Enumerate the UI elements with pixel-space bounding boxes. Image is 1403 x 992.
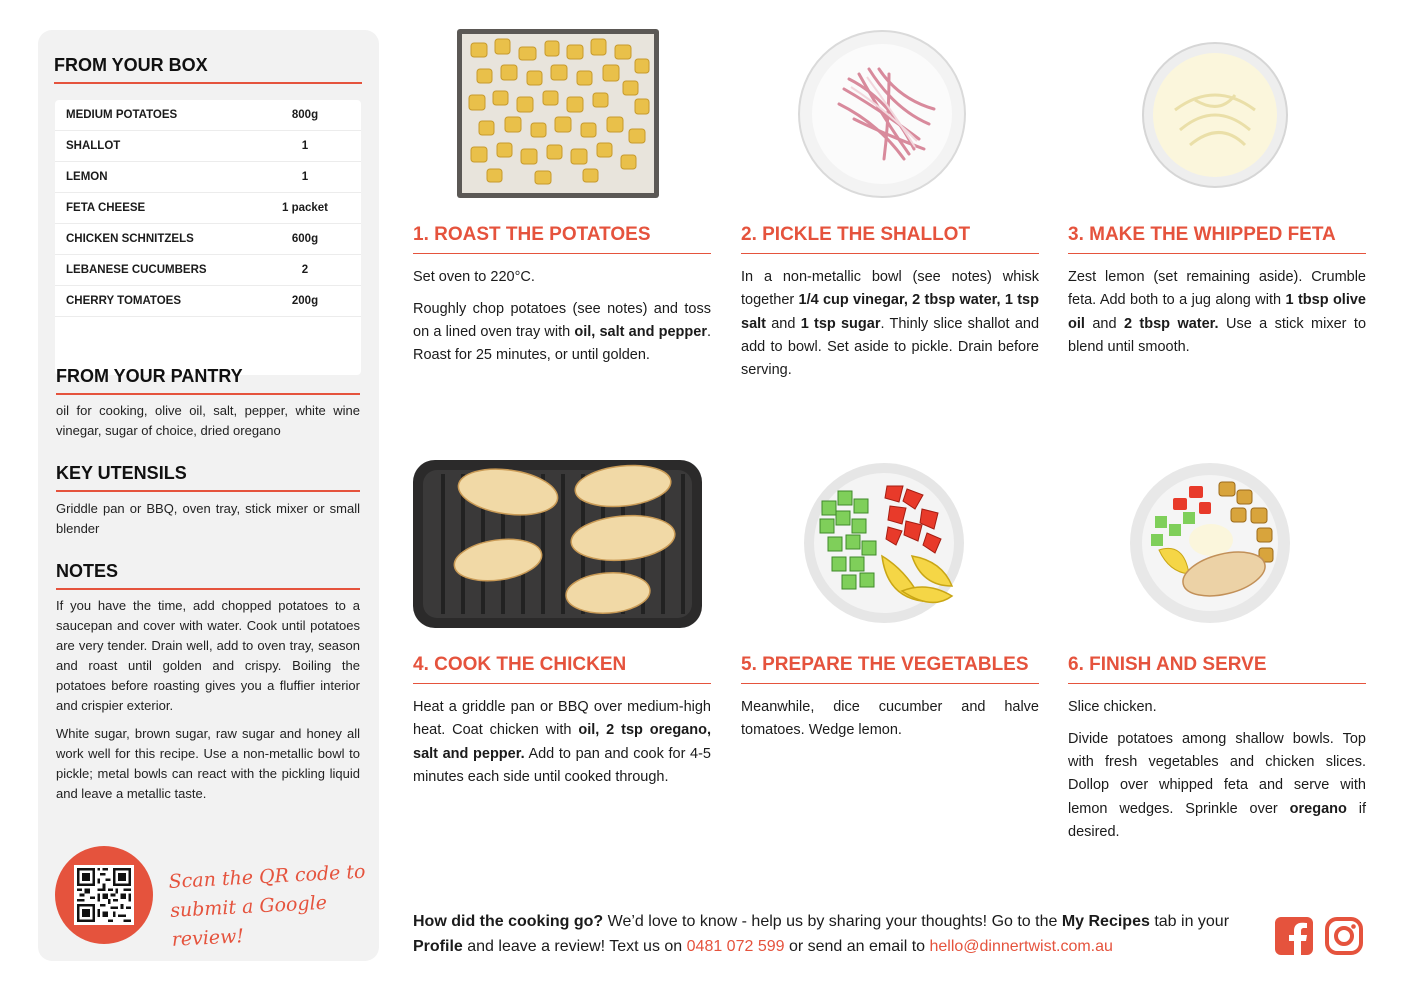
step-text: Set oven to 220°C. — [413, 269, 535, 285]
footer-text-3: and leave a review! Text us on — [462, 938, 687, 955]
ingredient-quantity: 1 — [301, 140, 309, 152]
facebook-icon[interactable] — [1275, 917, 1313, 955]
ingredient-quantity: 1 packet — [281, 202, 329, 214]
step-paragraph — [741, 696, 1039, 743]
qr-code-icon — [74, 865, 134, 925]
footer-text-1: We’d love to know - help us by sharing your thoughts! Go to the — [603, 913, 1062, 930]
ingredient-name: LEBANESE CUCUMBERS — [66, 264, 207, 276]
step-1-title: 1. ROAST THE POTATOES — [413, 224, 711, 254]
step-text: Meanwhile, dice cucumber and halve tomatoes. Wedge lemon. — [741, 699, 1039, 739]
finished-dish-photo — [1129, 462, 1292, 625]
utensils-text: Griddle pan or BBQ, oven tray, stick mixer or small blender — [56, 501, 360, 536]
ingredients-sidebar — [38, 30, 379, 961]
box-heading: FROM YOUR BOX — [54, 55, 362, 84]
step-4-title: 4. COOK THE CHICKEN — [413, 654, 711, 684]
step-text: Heat a griddle pan or BBQ over medium-high heat. Coat chicken with — [413, 699, 711, 739]
ingredient-row — [55, 100, 361, 131]
ingredient-name: CHICKEN SCHNITZELS — [66, 233, 194, 245]
step-bold-text: oil, salt and pepper — [574, 324, 707, 341]
step-1-body — [413, 266, 711, 376]
step-6-title: 6. FINISH AND SERVE — [1068, 654, 1366, 684]
step-5-body — [741, 696, 1039, 751]
vegetables-photo — [802, 461, 967, 626]
roast-potatoes-photo — [457, 29, 659, 198]
step-text: Add to pan and cook for 4-5 minutes each side until cooked through. — [413, 745, 711, 785]
ingredient-row — [55, 224, 361, 255]
ingredient-name: MEDIUM POTATOES — [66, 109, 178, 121]
profile-link[interactable]: Profile — [413, 938, 463, 955]
step-text: In a non-metallic bowl (see notes) whisk together — [741, 269, 1039, 309]
step-paragraph — [741, 266, 1039, 382]
review-footer — [413, 909, 1258, 959]
step-3-body — [1068, 266, 1366, 368]
ingredient-row — [55, 131, 361, 162]
step-paragraph — [1068, 266, 1366, 359]
step-2-body — [741, 266, 1039, 391]
ingredient-quantity: 800g — [291, 109, 319, 121]
ingredient-name: FETA CHEESE — [66, 202, 146, 214]
ingredient-name: LEMON — [66, 171, 108, 183]
ingredient-row — [55, 255, 361, 286]
pantry-heading: FROM YOUR PANTRY — [56, 366, 360, 395]
step-text: Divide potatoes among shallow bowls. Top with fresh vegetables and chicken slices. Dollop over whipped feta and serve with lemon wedges. Sprinkle over — [1068, 730, 1366, 817]
ingredient-row — [55, 193, 361, 224]
step-paragraph — [1068, 728, 1366, 844]
ingredient-row — [55, 162, 361, 193]
phone-number-link[interactable]: 0481 072 599 — [686, 938, 785, 955]
step-bold-text: 2 tbsp water. — [1123, 315, 1219, 332]
email-link[interactable]: hello@dinnertwist.com.au — [929, 938, 1113, 955]
step-paragraph — [1068, 696, 1366, 719]
step-text: and — [1084, 315, 1124, 332]
pantry-text: oil for cooking, olive oil, salt, pepper, white wine vinegar, sugar of choice, dried oregano — [56, 403, 360, 438]
step-text: . Roast for 25 minutes, or until golden. — [413, 324, 712, 364]
my-recipes-link[interactable]: My Recipes — [1061, 913, 1150, 930]
qr-caption — [168, 857, 383, 955]
ingredient-name: CHERRY TOMATOES — [66, 295, 182, 307]
step-3-title: 3. MAKE THE WHIPPED FETA — [1068, 224, 1366, 254]
box-ingredients-table — [55, 100, 361, 375]
step-bold-text: 1 tsp sugar — [800, 315, 881, 332]
step-bold-text: oil, 2 tsp oregano, salt and pepper. — [413, 722, 711, 762]
ingredient-quantity: 1 — [301, 171, 309, 183]
utensils-heading: KEY UTENSILS — [56, 463, 360, 492]
step-bold-text: 1 tbsp olive oil — [1068, 292, 1366, 332]
step-text: Use a stick mixer to blend until smooth. — [1068, 315, 1367, 355]
step-text: Zest lemon (set remaining aside). Crumble feta. Add both to a jug along with — [1068, 269, 1366, 309]
step-6-body — [1068, 696, 1366, 853]
footer-question: How did the cooking go? — [413, 913, 604, 930]
footer-text-2: tab in your — [1149, 913, 1230, 930]
step-4-body — [413, 696, 711, 798]
step-paragraph — [413, 298, 711, 368]
step-text: and — [766, 315, 801, 332]
whipped-feta-photo — [1140, 40, 1290, 190]
step-5-title: 5. PREPARE THE VEGETABLES — [741, 654, 1039, 684]
step-2-title: 2. PICKLE THE SHALLOT — [741, 224, 1039, 254]
ingredient-quantity: 600g — [291, 233, 319, 245]
ingredient-row — [55, 286, 361, 317]
ingredient-name: SHALLOT — [66, 140, 121, 152]
step-text: Roughly chop potatoes (see notes) and toss on a lined oven tray with — [413, 300, 711, 341]
step-text: if desired. — [1068, 800, 1366, 840]
qr-caption-line-1: Scan the QR code to — [168, 860, 366, 893]
notes-heading: NOTES — [56, 561, 360, 590]
qr-caption-line-2: submit a Google review! — [169, 891, 328, 951]
instagram-icon[interactable] — [1325, 917, 1363, 955]
notes-text-1: If you have the time, add chopped potatoes to a saucepan and cover with water. Cook until potatoes are very tender. Drain well, add to oven tray, season and roast until golden and crispy. Boiling the potatoes before roasting gives you a fluffier interior and crispier exterior. — [56, 598, 360, 713]
griddle-chicken-photo — [413, 460, 702, 628]
ingredient-quantity: 200g — [291, 295, 319, 307]
footer-text-4: or send an email to — [784, 938, 930, 955]
pickled-shallot-photo — [789, 29, 975, 199]
step-text: . Thinly slice shallot and add to bowl. Set aside to pickle. Drain before serving. — [741, 315, 1040, 379]
step-bold-text: 1/4 cup vinegar, 2 tbsp water, 1 tsp salt — [741, 292, 1039, 332]
notes-text-2: White sugar, brown sugar, raw sugar and honey all work well for this recipe. Use a non-metallic bowl to pickle; metal bowls can react with the pickling liquid and leave a metallic taste. — [56, 726, 360, 801]
step-bold-text: oregano — [1289, 800, 1347, 817]
step-text: Slice chicken. — [1068, 699, 1157, 715]
step-paragraph — [413, 696, 711, 789]
ingredient-quantity: 2 — [301, 264, 309, 276]
step-paragraph — [413, 266, 711, 289]
qr-badge[interactable] — [55, 846, 153, 944]
